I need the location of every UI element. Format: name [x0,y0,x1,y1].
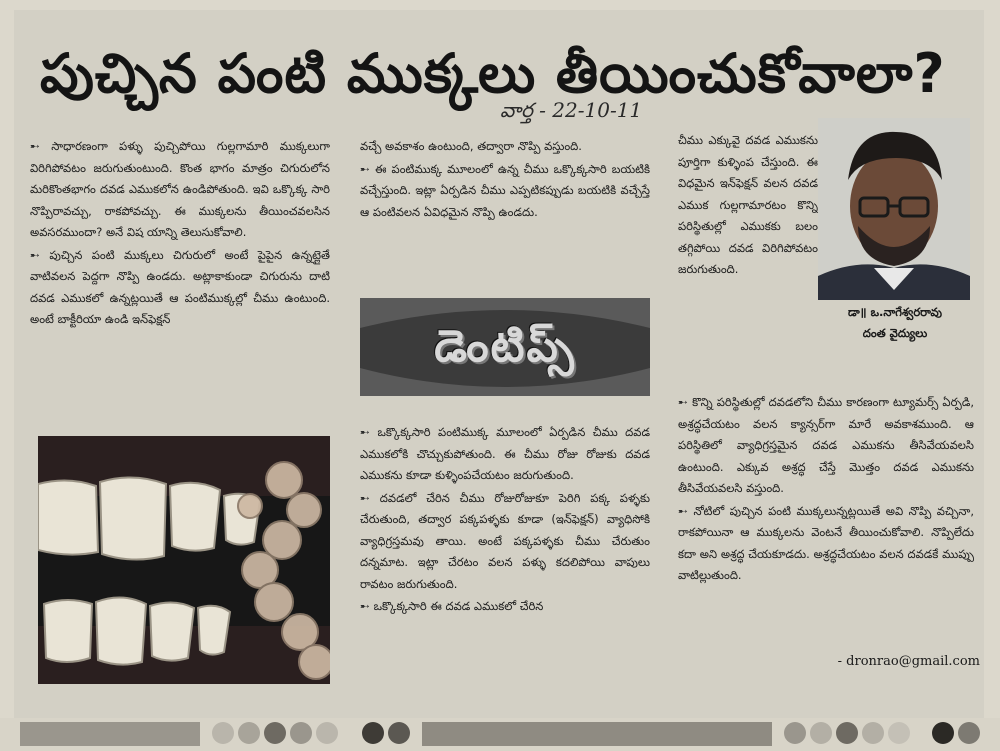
bullet-icon: ➸ [678,395,693,409]
paragraph [678,501,974,587]
column-2-bottom [360,422,650,684]
author-email: - dronrao@gmail.com [837,654,980,669]
decorative-dot [958,722,980,744]
decorative-bar [20,722,200,746]
author-photo [818,118,970,300]
decorative-dot [362,722,384,744]
paragraph [678,130,818,281]
paragraph [30,245,330,331]
decorative-dot [862,722,884,744]
author-title: దంత వైద్యులు [862,326,928,340]
decorative-dot [264,722,286,744]
bullet-icon: ➸ [30,247,50,262]
author-name: డా॥ ఒ.నాగేశ్వరరావు [847,305,943,319]
paragraph [360,422,650,487]
bullet-icon: ➸ [678,503,694,518]
column-3-top [678,130,818,392]
decorative-bar [422,722,772,746]
paragraph-text: వచ్చే అవకాశం ఉంటుంది, తద్వారా నొప్పి వస్తుంది. [360,139,582,153]
decorative-dot [388,722,410,744]
paragraph-text: సాధారణంగా పళ్ళు పుచ్చిపోయి గుల్లగామారి ముక్కలుగా విరిగిపోవటం జరుగుతుంటుంది. కొంత భాగం మాత్రం చిగురులోన మరికొంతభాగం దవడ ఎముకలోన ఉండిపోతుంది. ఇవి ఒక్కొక్క సారి నొప్పిరావచ్చు, రాకపోవచ్చు. ఈ ముక్కలను తీయించవలసిన అవసరముందా? అనే విష యాన్ని తెలుసుకోవాలి. [30,139,330,239]
decorative-dot [888,722,910,744]
paragraph [30,136,330,244]
dentips-banner [360,298,650,396]
column-2-top [360,136,650,286]
dentips-title: డెంటిప్స్ [434,321,576,372]
decorative-dot [784,722,806,744]
paragraph-text: కొన్ని పరిస్థితుల్లో దవడలోని చీము కారణంగా ట్యూమర్స్ ఏర్పడి, అశ్రద్ధచేయటం వలన క్యాన్సర్‌గా మారే అవకాశముంది. ఆ పరిస్థితిలో వ్యాధిగ్రస్తమైన దవడ ఎముకను తీసివేయవలసి ఉంటుంది. ఎక్కువ అశ్రద్ధ చేస్తే మొత్తం దవడ ఎముకను తీసివేయవలసి వస్తుంది. [678,395,974,495]
bullet-icon: ➸ [360,599,374,613]
bullet-icon: ➸ [360,161,376,176]
handwritten-date-note: వార్త - 22-10-11 [500,98,643,122]
paragraph [360,159,650,224]
decorative-dot [290,722,312,744]
paragraph-text: దవడలో చేరిన చీము రోజురోజుకూ పెరిగి పక్క పళ్ళకు చేరుతుంది, తద్వార పక్కపళ్ళకు కూడా (ఇన్‌ఫెక్షన్) వ్యాధిసోకి వ్యాధిగ్రస్తమవు తాయి. అంటే పక్కపళ్ళకు చీము చేరుతుం దన్నమాట. ఇట్లా చేరటం వలన పళ్ళు కదలిపోయి వాపులు రావటం జరుగుతుంది. [360,490,650,591]
column-3-bottom [678,392,974,654]
teeth-illustration [38,436,330,684]
decorative-dot [810,722,832,744]
article-headline: పుచ్చిన పంటి ముక్కలు తీయించుకోవాలా? [40,42,946,105]
decorative-dot [212,722,234,744]
column-1 [30,136,330,426]
decorative-dot [316,722,338,744]
paragraph [360,596,650,618]
bullet-icon: ➸ [360,490,380,505]
paragraph-text: చీము ఎక్కువై దవడ ఎముకను పూర్తిగా కుళ్ళింప చేస్తుంది. ఈ విధమైన ఇన్‌ఫెక్షన్ వలన దవడ ఎముక గుల్లగామారటం కొన్ని పరిస్థితుల్లో ఎముకకు బలం తగ్గిపోయి దవడ విరిగిపోవటం జరుగుతుంది. [678,133,818,276]
decorative-dot [932,722,954,744]
paragraph-text: ఒక్కొక్కసారి ఈ దవడ ఎముకలో చేరిన [373,599,544,613]
paragraph-text: ఈ పంటిముక్క మూలంలో ఉన్న చీము ఒక్కొక్కసారి బయటికి వచ్చేస్తుంది. ఇట్లా ఏర్పడిన చీము ఎప్పటికప్పుడు బయటికి వచ్చేస్తే ఆ పంటివలన ఏవిధమైన నొప్పి ఉండదు. [360,161,650,219]
bullet-icon: ➸ [360,425,378,439]
paragraph-text: నోటిలో పుచ్చిన పంటి ముక్కలున్నట్లయితే అవి నొప్పి వచ్చినా, రాకపోయినా ఆ ముక్కలను వెంటనే తీయించుకోవాలి. నొప్పిలేదు కదా అని అశ్రద్ధ చేయకూడదు. అశ్రద్ధచేయటం వలన దవడకే ముప్పు వాటిల్లుతుంది. [678,503,974,582]
teeth-photo [38,436,330,684]
bullet-icon: ➸ [30,139,52,153]
paragraph-text: పుచ్చిన పంటి ముక్కలు చిగురులో అంటే పైపైన ఉన్నట్లైతే వాటివలన పెద్దగా నొప్పి ఉండదు. అట్లాకాకుండా చిగురును దాటి దవడ ఎముకలో ఉన్నట్లయితే ఆ పంటిముక్కల్లో చీము ఉంటుంది. అంటే బాక్టీరియా ఉండి ఇన్‌ఫెక్షన్ [30,247,330,326]
paragraph [360,136,650,158]
decorative-dot [836,722,858,744]
paragraph [360,488,650,596]
paragraph-text: ఒక్కొక్కసారి పంటిముక్క మూలంలో ఏర్పడిన చీము దవడ ఎముకలోకి చొచ్చుకుపోతుంది. ఈ చీము రోజు రోజుకు దవడ ఎముకను కూడా కుళ్ళింపచేయటం జరుగుతుంది. [360,425,650,482]
person-icon [818,118,970,300]
author-caption [820,302,970,364]
decorative-dot [238,722,260,744]
paragraph [678,392,974,500]
